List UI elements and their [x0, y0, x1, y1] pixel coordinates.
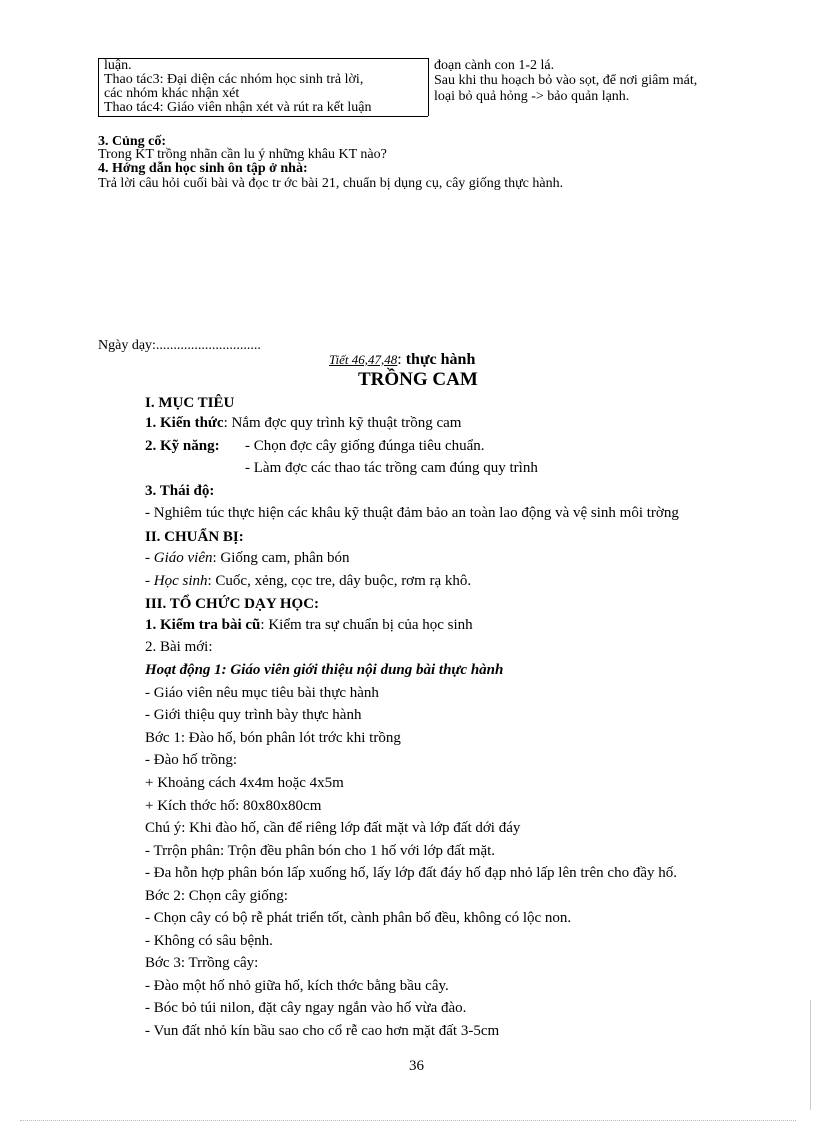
activity-heading: Hoạt động 1: Giáo viên giới thiệu nội dung bài thực hành — [145, 662, 504, 678]
section-preparation-heading: II. CHUẨN BỊ: — [145, 529, 244, 545]
teaching-date: Ngày dạy:.............................. — [98, 338, 261, 353]
body-line: - Đào hố trồng: — [145, 752, 238, 768]
body-line: - Đào một hố nhỏ giữa hố, kích thớc bằng bầu cây. — [145, 978, 449, 994]
body-line: Chú ý: Khi đào hố, cần để riêng lớp đất mặt và lớp đất dới đáy — [145, 820, 521, 836]
body-line: - Không có sâu bệnh. — [145, 933, 273, 949]
table-left-line: Thao tác4: Giáo viên nhận xét và rút ra kết luận — [104, 100, 372, 115]
lesson-period — [329, 350, 475, 370]
body-line: - Trrộn phân: Trộn đều phân bón cho 1 hố với lớp đất mặt. — [145, 843, 496, 859]
student-label: - Học sinh — [145, 573, 208, 589]
new-lesson-label: 2. Bài mới: — [145, 639, 213, 655]
table-bottom-border — [98, 116, 428, 117]
check-old-lesson — [145, 616, 473, 634]
section-organization-heading: III. TỔ CHỨC DẠY HỌC: — [145, 596, 320, 612]
body-line: - Vun đất nhỏ kín bầu sao cho cổ rễ cao hơn mặt đất 3-5cm — [145, 1023, 500, 1039]
attitude-text: - Nghiêm túc thực hiện các khâu kỹ thuật đảm bảo an toàn lao động và vệ sinh môi trờng — [145, 505, 679, 521]
table-right-line: Sau khi thu hoạch bỏ vào sọt, để nơi giâm mát, — [434, 73, 698, 88]
skills-item: - Chọn đợc cây giống đúnga tiêu chuẩn. — [245, 438, 485, 454]
knowledge-label: 1. Kiến thức — [145, 415, 224, 431]
body-line: Bớc 2: Chọn cây giống: — [145, 888, 288, 904]
page-edge-divider — [20, 1120, 796, 1121]
page-number: 36 — [409, 1058, 424, 1074]
section-objectives-heading: I. MỤC TIÊU — [145, 395, 235, 411]
lesson-period-label: Tiết 46,47,48 — [329, 352, 398, 367]
page-title: TRỒNG CAM — [358, 369, 478, 390]
check-old-label: 1. Kiểm tra bài cũ — [145, 617, 261, 633]
skills-label: 2. Kỹ năng: — [145, 438, 220, 454]
body-line: - Đa hỗn hợp phân bón lấp xuống hố, lấy lớp đất đáy hố đạp nhỏ lấp lên trên cho đầy hố. — [145, 865, 678, 881]
body-line: - Giới thiệu quy trình bày thực hành — [145, 707, 362, 723]
body-line: Bớc 1: Đào hố, bón phân lót trớc khi trồng — [145, 730, 401, 746]
table-left-border — [98, 58, 99, 116]
table-right-line: loại bỏ quả hỏng -> bảo quản lạnh. — [434, 89, 630, 104]
body-line: - Chọn cây có bộ rễ phát triển tốt, cành phân bố đều, không có lộc non. — [145, 910, 572, 926]
lesson-period-sep: : — [397, 351, 406, 368]
knowledge-text: : Nắm đợc quy trình kỹ thuật trồng cam — [223, 415, 462, 431]
table-left-line: Thao tác3: Đại diện các nhóm học sinh trả lời, — [104, 72, 364, 87]
skills-item: - Làm đợc các thao tác trồng cam đúng quy trình — [245, 460, 538, 476]
huongdan-heading: 4. Hớng dẫn học sinh ôn tập ở nhà: — [98, 161, 308, 176]
body-line: - Bóc bỏ túi nilon, đặt cây ngay ngắn vào hố vừa đào. — [145, 1000, 467, 1016]
student-text: : Cuốc, xẻng, cọc tre, dây buộc, rơm rạ khô. — [207, 573, 472, 589]
table-right-line: đoạn cành con 1-2 lá. — [434, 58, 555, 73]
attitude-label: 3. Thái độ: — [145, 483, 215, 499]
cungco-heading: 3. Củng cố: — [98, 134, 167, 149]
cungco-text: Trong KT trồng nhãn cần lu ý những khâu KT nào? — [98, 147, 387, 162]
body-line: + Kích thớc hố: 80x80x80cm — [145, 798, 322, 814]
student-prep — [145, 572, 471, 590]
check-old-text: : Kiểm tra sự chuẩn bị của học sinh — [260, 617, 473, 633]
body-line: Bớc 3: Trrồng cây: — [145, 955, 259, 971]
body-line: + Khoảng cách 4x4m hoặc 4x5m — [145, 775, 344, 791]
table-top-border — [98, 58, 428, 59]
huongdan-text: Trả lời câu hỏi cuối bài và đọc tr ớc bài 21, chuẩn bị dụng cụ, cây giống thực hành. — [98, 176, 564, 191]
lesson-topic: thực hành — [405, 351, 476, 368]
body-line: - Giáo viên nêu mục tiêu bài thực hành — [145, 685, 379, 701]
page-edge-line — [810, 1000, 811, 1110]
teacher-text: : Giống cam, phân bón — [212, 550, 350, 566]
teacher-prep — [145, 549, 350, 567]
table-middle-border — [428, 58, 429, 116]
table-left-line: luận. — [104, 58, 132, 73]
teacher-label: - Giáo viên — [145, 550, 213, 566]
table-left-line: các nhóm khác nhận xét — [104, 86, 240, 101]
knowledge-line — [145, 414, 461, 432]
